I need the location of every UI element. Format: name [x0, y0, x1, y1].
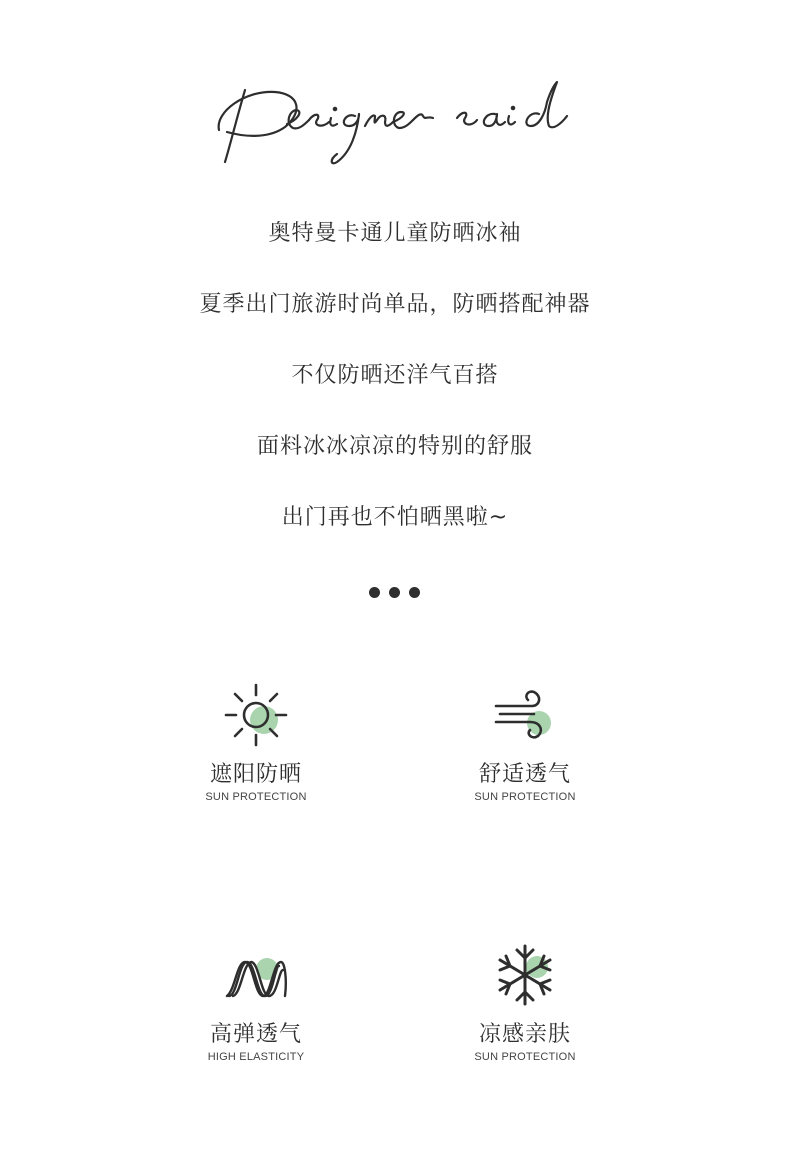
description-line-4: 面料冰冰凉凉的特别的舒服 — [256, 434, 533, 459]
feature-title: 遮阳防晒 — [209, 762, 302, 787]
feature-title: 高弹透气 — [209, 1022, 302, 1047]
snowflake-icon — [490, 940, 560, 1010]
description-line-3: 不仅防晒还洋气百搭 — [291, 363, 499, 388]
feature-cooling — [425, 940, 625, 1064]
description-line-2: 夏季出门旅游时尚单品，防晒搭配神器 — [199, 292, 591, 317]
ellipsis-divider — [369, 587, 421, 599]
feature-subtitle: SUN PROTECTION — [474, 791, 576, 803]
feature-sun-protection — [156, 680, 356, 804]
feature-subtitle: SUN PROTECTION — [205, 791, 307, 803]
wind-icon — [490, 680, 560, 750]
feature-title: 凉感亲肤 — [478, 1022, 571, 1047]
dot — [409, 587, 420, 598]
description-line-5: 出门再也不怕晒黑啦~ — [281, 505, 509, 530]
designer-said-script-logo — [205, 72, 585, 177]
sun-icon — [221, 680, 291, 750]
wave-elastic-icon — [221, 940, 291, 1010]
description-line-1: 奥特曼卡通儿童防晒冰袖 — [268, 221, 522, 246]
dot — [369, 587, 380, 598]
feature-title: 舒适透气 — [478, 762, 571, 787]
feature-subtitle: HIGH ELASTICITY — [207, 1051, 305, 1063]
dot — [389, 587, 400, 598]
feature-high-elasticity — [156, 940, 356, 1064]
feature-subtitle: SUN PROTECTION — [474, 1051, 576, 1063]
feature-breathable — [425, 680, 625, 804]
